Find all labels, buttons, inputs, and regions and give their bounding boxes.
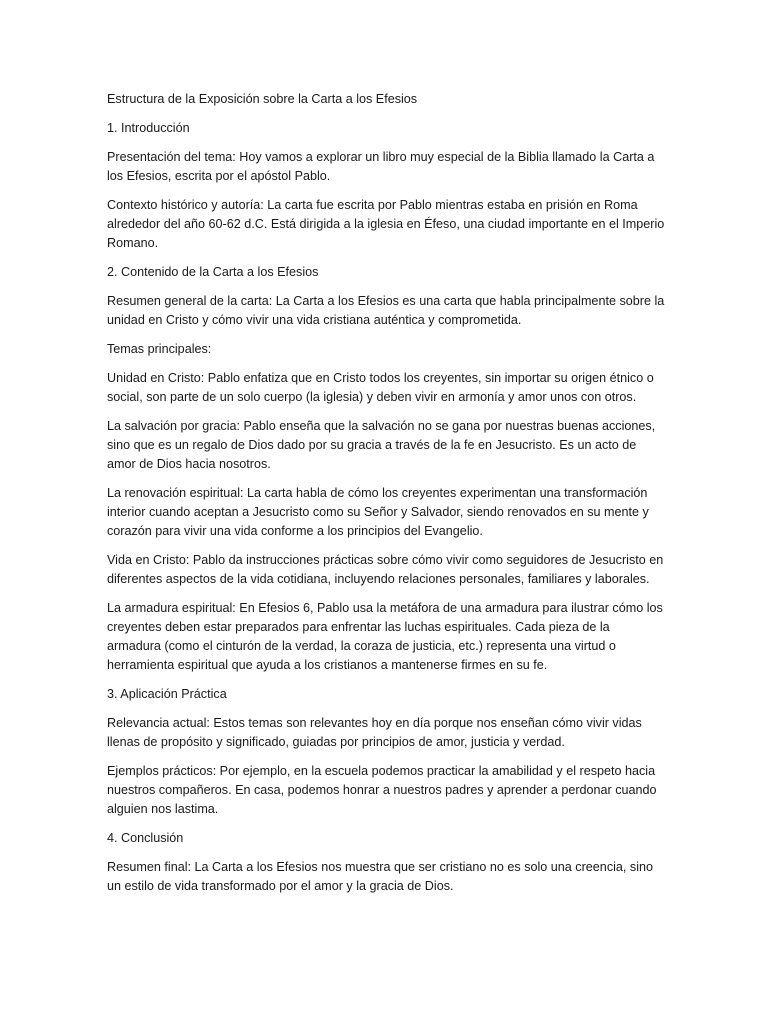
paragraph-presentacion: Presentación del tema: Hoy vamos a explorar un libro muy especial de la Biblia llamado la Carta a los Efesios, escrita por el apóstol Pablo. bbox=[107, 150, 655, 183]
document-title: Estructura de la Exposición sobre la Carta a los Efesios bbox=[107, 92, 418, 106]
document-page bbox=[107, 90, 667, 906]
paragraph-relevancia: Relevancia actual: Estos temas son relevantes hoy en día porque nos enseñan cómo vivir vidas llenas de propósito y significado, guiadas por principios de amor, justicia y verdad. bbox=[107, 716, 642, 749]
paragraph-resumen-final: Resumen final: La Carta a los Efesios nos muestra que ser cristiano no es solo una creencia, sino un estilo de vida transformado por el amor y la gracia de Dios. bbox=[107, 860, 654, 893]
section-heading-introduccion: 1. Introducción bbox=[107, 121, 190, 135]
paragraph-renovacion: La renovación espiritual: La carta habla de cómo los creyentes experimentan una transformación interior cuando aceptan a Jesucristo como su Señor y Salvador, siendo renovados en su mente y corazón para vivir una vida conforme a los principios del Evangelio. bbox=[107, 486, 649, 538]
paragraph-contexto: Contexto histórico y autoría: La carta fue escrita por Pablo mientras estaba en prisión en Roma alrededor del año 60-62 d.C. Está dirigida a la iglesia en Éfeso, una ciudad importante en el Imperio Romano. bbox=[107, 198, 665, 250]
section-heading-conclusion: 4. Conclusión bbox=[107, 831, 184, 845]
paragraph-resumen-general: Resumen general de la carta: La Carta a los Efesios es una carta que habla principalmente sobre la unidad en Cristo y cómo vivir una vida cristiana auténtica y comprometida. bbox=[107, 294, 665, 327]
section-heading-contenido: 2. Contenido de la Carta a los Efesios bbox=[107, 265, 319, 279]
paragraph-vida: Vida en Cristo: Pablo da instrucciones prácticas sobre cómo vivir como seguidores de Jesucristo en diferentes aspectos de la vida cotidiana, incluyendo relaciones personales, familiares y laborales. bbox=[107, 553, 664, 586]
paragraph-armadura: La armadura espiritual: En Efesios 6, Pablo usa la metáfora de una armadura para ilustrar cómo los creyentes deben estar preparados para enfrentar las luchas espirituales. Cada pieza de la armadura (como el cinturón de la verdad, la coraza de justicia, etc.) representa una virtud o herramienta espiritual que ayuda a los cristianos a mantenerse firmes en su fe. bbox=[107, 601, 663, 672]
paragraph-temas-principales: Temas principales: bbox=[107, 342, 212, 356]
paragraph-salvacion: La salvación por gracia: Pablo enseña que la salvación no se gana por nuestras buenas acciones, sino que es un regalo de Dios dado por su gracia a través de la fe en Jesucristo. Es un acto de amor de Dios hacia nosotros. bbox=[107, 419, 656, 471]
paragraph-unidad: Unidad en Cristo: Pablo enfatiza que en Cristo todos los creyentes, sin importar su origen étnico o social, son parte de un solo cuerpo (la iglesia) y deben vivir en armonía y amor unos con otros. bbox=[107, 371, 654, 404]
paragraph-ejemplos: Ejemplos prácticos: Por ejemplo, en la escuela podemos practicar la amabilidad y el respeto hacia nuestros compañeros. En casa, podemos honrar a nuestros padres y aprender a perdonar cuando alguien nos lastima. bbox=[107, 764, 657, 816]
section-heading-aplicacion: 3. Aplicación Práctica bbox=[107, 687, 227, 701]
